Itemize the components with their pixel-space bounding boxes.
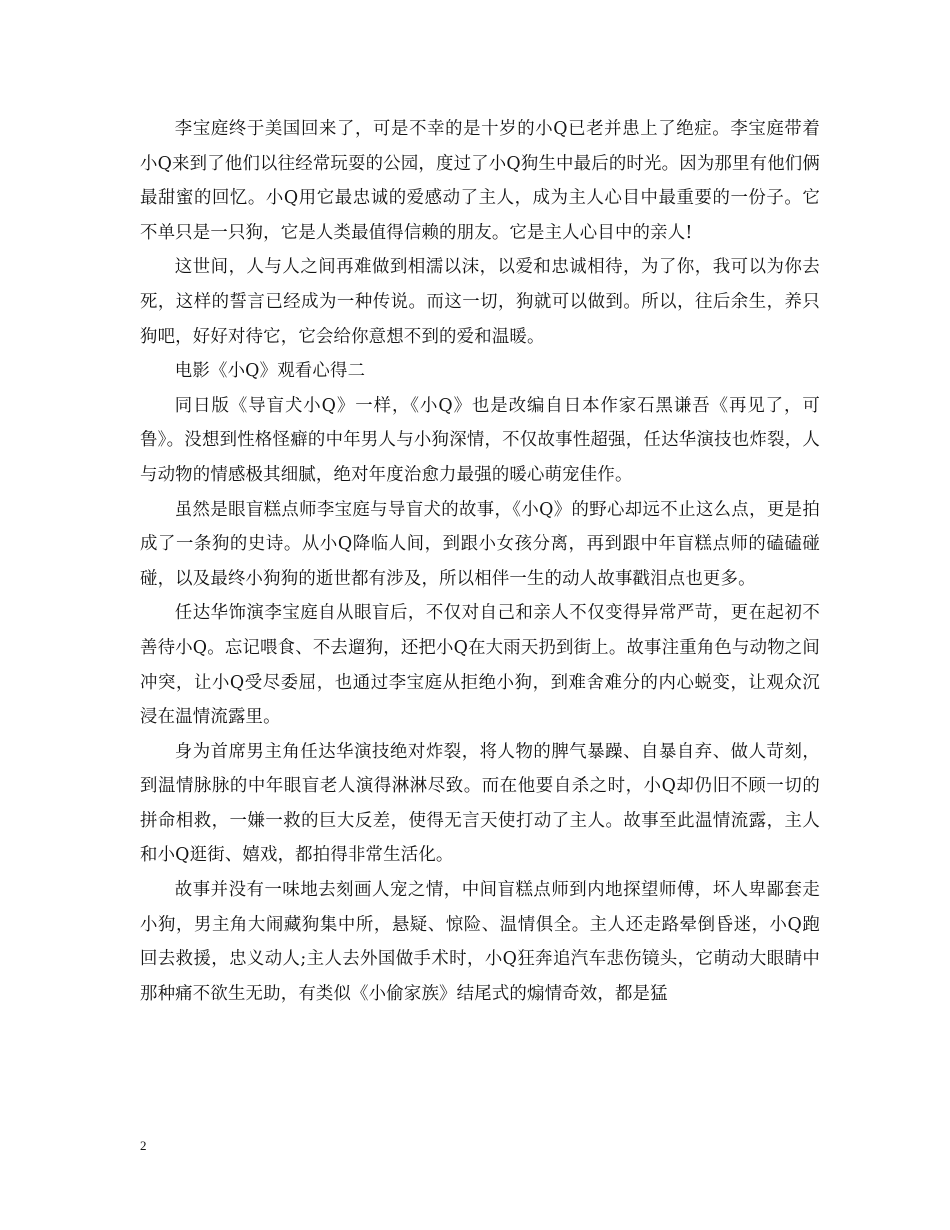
paragraph-1: 李宝庭终于美国回来了，可是不幸的是十岁的小Q已老并患上了绝症。李宝庭带着小Q来到了他们以往经常玩耍的公园，度过了小Q狗生中最后的时光。因为那里有他们俩最甜蜜的回忆。小Q用它最忠诚的爱感动了主人，成为主人心目中最重要的一份子。它不单只是一只狗，它是人类最值得信赖的朋友。它是主人心目中的亲人!: [140, 119, 820, 243]
body-text: [140, 112, 820, 1011]
paragraph-5: 任达华饰演李宝庭自从眼盲后，不仅对自己和亲人不仅变得异常严苛，更在起初不善待小Q。忘记喂食、不去遛狗，还把小Q在大雨天扔到街上。故事注重角色与动物之间冲突，让小Q受尽委屈，也通过李宝庭从拒绝小狗，到难舍难分的内心蜕变，让观众沉浸在温情流露里。: [140, 603, 820, 728]
paragraph-2: 这世间，人与人之间再难做到相濡以沫，以爱和忠诚相待，为了你，我可以为你去死，这样的誓言已经成为一种传说。而这一切，狗就可以做到。所以，往后余生，养只狗吧，好好对待它，它会给你意想不到的爱和温暖。: [140, 257, 820, 347]
paragraph-6: 身为首席男主角任达华演技绝对炸裂，将人物的脾气暴躁、自暴自弃、做人苛刻，到温情脉脉的中年眼盲老人演得淋淋尽致。而在他要自杀之时，小Q却仍旧不顾一切的拼命相救，一嫌一救的巨大反差，使得无言天使打动了主人。故事至此温情流露，主人和小Q逛街、嬉戏，都拍得非常生活化。: [140, 741, 820, 866]
paragraph-4: 虽然是眼盲糕点师李宝庭与导盲犬的故事，《小Q》的野心却远不止这么点，更是拍成了一条狗的史诗。从小Q降临人间，到跟小女孩分离，再到跟中年盲糕点师的磕磕碰碰，以及最终小狗狗的逝世都有涉及，所以相伴一生的动人故事戳泪点也更多。: [140, 499, 820, 589]
section-heading: 电影《小Q》观看心得二: [174, 361, 366, 382]
paragraph-7: 故事并没有一味地去刻画人宠之情，中间盲糕点师到内地探望师傅，坏人卑鄙套走小狗，男主角大闹藏狗集中所，悬疑、惊险、温情俱全。主人还走路晕倒昏迷，小Q跑回去救援，忠义动人;主人去外国做手术时，小Q狂奔追汽车悲伤镜头，它萌动大眼睛中那种痛不欲生无助，有类似《小偷家族》结尾式的煽情奇效，都是猛: [140, 880, 820, 1004]
paragraph-3: 同日版《导盲犬小Q》一样，《小Q》也是改编自日本作家石黑谦吾《再见了，可鲁》。没想到性格怪癖的中年男人与小狗深情，不仅故事性超强，任达华演技也炸裂，人与动物的情感极其细腻，绝对年度治愈力最强的暖心萌宠佳作。: [140, 395, 820, 485]
page-number: 2: [140, 1138, 147, 1153]
